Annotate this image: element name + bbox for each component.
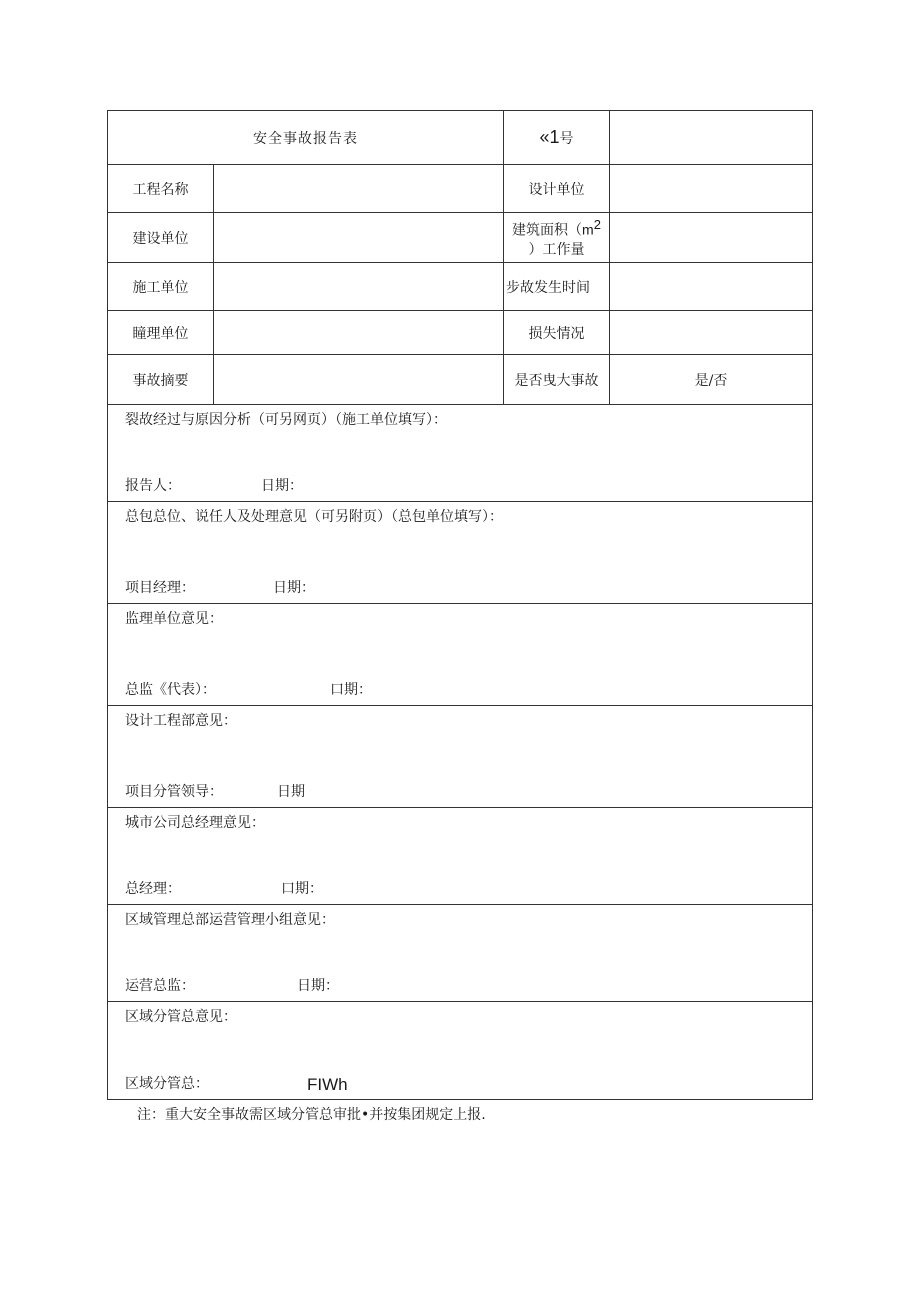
section-general-contractor[interactable] xyxy=(108,502,813,604)
section-title: 监理单位意见： xyxy=(125,611,223,627)
construction-owner-label: 建设单位 xyxy=(108,213,214,263)
info-row-supervisor xyxy=(108,311,813,355)
project-name-field[interactable] xyxy=(214,165,504,213)
date-label: FIWh xyxy=(307,1075,348,1094)
major-accident-choice[interactable]: 是/否 xyxy=(610,355,813,405)
section-title: 区域管理总部运营管理小组意见： xyxy=(125,912,335,928)
section-regional-ops[interactable] xyxy=(108,905,813,1002)
footer-note: 注：重大安全事故需区域分管总审批•并按集团规定上报. xyxy=(137,1107,486,1123)
design-unit-label: 设计单位 xyxy=(504,165,610,213)
signer-label: 总经理： xyxy=(125,881,181,897)
contractor-field[interactable] xyxy=(214,263,504,311)
form-number-value[interactable] xyxy=(610,111,813,165)
signer-label: 报告人： xyxy=(125,478,181,494)
info-row-contractor xyxy=(108,263,813,311)
section-row-cause xyxy=(108,405,813,502)
form-number-label xyxy=(504,111,610,165)
design-unit-field[interactable] xyxy=(610,165,813,213)
signer-label: 总监《代表）： xyxy=(125,682,216,698)
building-area-label xyxy=(504,213,610,263)
info-row-summary xyxy=(108,355,813,405)
date-label: 日期： xyxy=(297,978,339,994)
title-row xyxy=(108,111,813,165)
date-label: 口期： xyxy=(281,881,323,897)
accident-time-field[interactable] xyxy=(610,263,813,311)
date-label: 日期： xyxy=(261,478,303,494)
section-regional-head[interactable] xyxy=(108,1002,813,1100)
section-design[interactable] xyxy=(108,706,813,808)
contractor-label: 施工单位 xyxy=(108,263,214,311)
loss-field[interactable] xyxy=(610,311,813,355)
section-city-gm[interactable] xyxy=(108,808,813,905)
construction-owner-field[interactable] xyxy=(214,213,504,263)
form-number-suffix: 号 xyxy=(559,131,574,147)
project-name-label: 工程名称 xyxy=(108,165,214,213)
building-area-label-line2: ）工作量 xyxy=(528,242,585,259)
info-row-construction-owner xyxy=(108,213,813,263)
section-title: 裂故经过与原因分析（可另网页）（施工单位填写）： xyxy=(125,412,447,428)
section-title: 设计工程部意见： xyxy=(125,713,237,729)
signer-label: 项目分管领导： xyxy=(125,784,223,800)
accident-report-form xyxy=(107,110,813,1100)
supervisor-label: 瞳理单位 xyxy=(108,311,214,355)
summary-field[interactable] xyxy=(214,355,504,405)
building-area-label-line1: 建筑面积（ xyxy=(512,222,583,239)
building-area-unit: m xyxy=(582,221,594,238)
date-label: 口期： xyxy=(330,682,372,698)
section-row-supervision xyxy=(108,604,813,706)
section-supervision[interactable] xyxy=(108,604,813,706)
section-title: 城市公司总经理意见： xyxy=(125,815,265,831)
building-area-field[interactable] xyxy=(610,213,813,263)
section-cause[interactable] xyxy=(108,405,813,502)
section-row-design xyxy=(108,706,813,808)
supervisor-field[interactable] xyxy=(214,311,504,355)
building-area-unit-sup: 2 xyxy=(593,216,601,232)
info-row-project xyxy=(108,165,813,213)
major-accident-label: 是否曳大事故 xyxy=(504,355,610,405)
accident-time-label: 步故发生时间 xyxy=(504,263,610,311)
section-row-general-contractor xyxy=(108,502,813,604)
signer-label: 运营总监： xyxy=(125,978,195,994)
section-title: 总包总位、说任人及处理意见（可另附页）（总包单位填写）： xyxy=(125,509,503,525)
summary-label: 事故摘要 xyxy=(108,355,214,405)
signer-label: 项目经理： xyxy=(125,580,195,596)
section-row-city-gm xyxy=(108,808,813,905)
loss-label: 损失情况 xyxy=(504,311,610,355)
signer-label: 区域分管总： xyxy=(125,1076,209,1092)
form-title: 安全事故报告表 xyxy=(108,111,504,165)
section-title: 区域分管总意见： xyxy=(125,1009,237,1025)
section-row-regional-head xyxy=(108,1002,813,1100)
section-row-regional-ops xyxy=(108,905,813,1002)
date-label: 日期 xyxy=(277,784,305,800)
date-label: 日期： xyxy=(273,580,315,596)
form-number-prefix: «1 xyxy=(539,127,560,147)
